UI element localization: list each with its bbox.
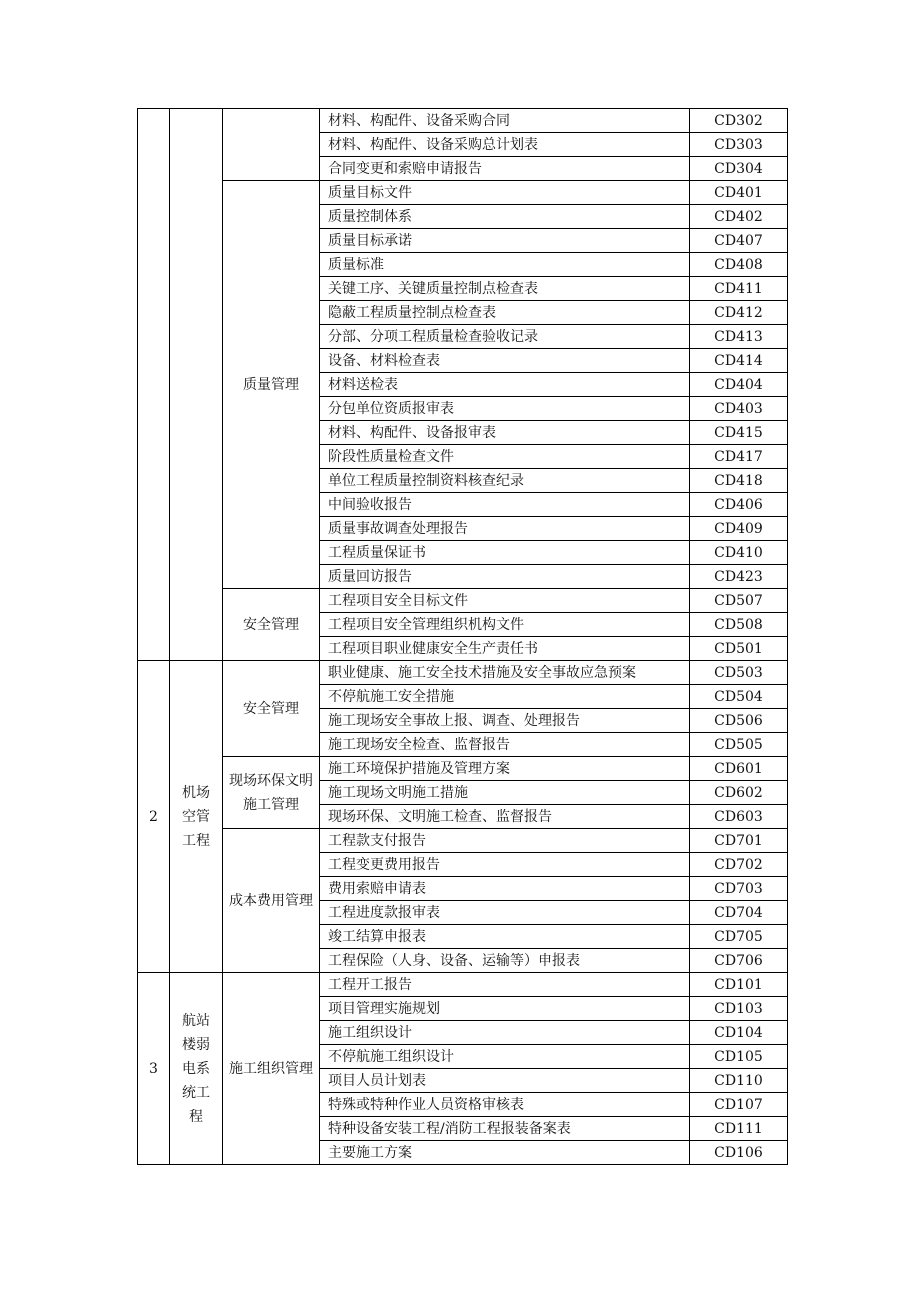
document-name: 分部、分项工程质量检查验收记录 [320,325,690,349]
document-name: 质量回访报告 [320,565,690,589]
document-code: CD602 [690,781,788,805]
document-name: 主要施工方案 [320,1141,690,1165]
document-name: 工程项目安全管理组织机构文件 [320,613,690,637]
document-code: CD412 [690,301,788,325]
table-row [138,661,788,685]
group-number-3: 3 [138,973,170,1165]
document-code: CD103 [690,997,788,1021]
document-name: 工程进度款报审表 [320,901,690,925]
document-name: 分包单位资质报审表 [320,397,690,421]
document-name: 工程项目安全目标文件 [320,589,690,613]
document-name: 施工现场文明施工措施 [320,781,690,805]
document-code: CD413 [690,325,788,349]
document-code: CD106 [690,1141,788,1165]
document-name: 单位工程质量控制资料核查纪录 [320,469,690,493]
document-code: CD401 [690,181,788,205]
document-name: 施工现场安全事故上报、调查、处理报告 [320,709,690,733]
document-name: 职业健康、施工安全技术措施及安全事故应急预案 [320,661,690,685]
document-name: 施工组织设计 [320,1021,690,1045]
document-code: CD406 [690,493,788,517]
document-name: 工程质量保证书 [320,541,690,565]
document-name: 不停航施工组织设计 [320,1045,690,1069]
document-code: CD702 [690,853,788,877]
document-code: CD415 [690,421,788,445]
document-code: CD501 [690,637,788,661]
document-code: CD417 [690,445,788,469]
category-construction-org: 施工组织管理 [223,973,320,1165]
document-name: 材料、构配件、设备报审表 [320,421,690,445]
document-code: CD111 [690,1117,788,1141]
document-name: 材料、构配件、设备采购总计划表 [320,133,690,157]
document-code: CD411 [690,277,788,301]
document-code: CD703 [690,877,788,901]
document-code: CD705 [690,925,788,949]
document-name: 工程开工报告 [320,973,690,997]
document-code: CD505 [690,733,788,757]
document-name: 项目管理实施规划 [320,997,690,1021]
document-code: CD503 [690,661,788,685]
document-name: 质量目标文件 [320,181,690,205]
document-name: 质量事故调查处理报告 [320,517,690,541]
document-name: 特殊或特种作业人员资格审核表 [320,1093,690,1117]
table-row [138,757,788,781]
document-code: CD706 [690,949,788,973]
document-code: CD410 [690,541,788,565]
document-code: CD508 [690,613,788,637]
document-code: CD302 [690,109,788,133]
document-name: 设备、材料检查表 [320,349,690,373]
category-cost: 成本费用管理 [223,829,320,973]
document-name: 质量控制体系 [320,205,690,229]
document-code: CD418 [690,469,788,493]
document-name: 项目人员计划表 [320,1069,690,1093]
document-name: 费用索赔申请表 [320,877,690,901]
document-name: 材料送检表 [320,373,690,397]
document-code: CD407 [690,229,788,253]
document-name: 特种设备安装工程/消防工程报装备案表 [320,1117,690,1141]
table-row [138,973,788,997]
document-code: CD110 [690,1069,788,1093]
document-code: CD704 [690,901,788,925]
category-safety: 安全管理 [223,589,320,661]
document-code: CD414 [690,349,788,373]
category-quality: 质量管理 [223,181,320,589]
document-code: CD701 [690,829,788,853]
table-row [138,589,788,613]
document-name: 隐蔽工程质量控制点检查表 [320,301,690,325]
document-code: CD507 [690,589,788,613]
document-code: CD104 [690,1021,788,1045]
document-name: 工程变更费用报告 [320,853,690,877]
document-code: CD402 [690,205,788,229]
group-number-2: 2 [138,661,170,973]
document-index-table [137,108,788,1165]
table-row [138,109,788,133]
document-name: 中间验收报告 [320,493,690,517]
document-name: 竣工结算申报表 [320,925,690,949]
document-code: CD603 [690,805,788,829]
document-name: 工程款支付报告 [320,829,690,853]
document-name: 关键工序、关键质量控制点检查表 [320,277,690,301]
project-name-airport-atc: 机场空管工程 [170,661,223,973]
document-name: 不停航施工安全措施 [320,685,690,709]
document-name: 阶段性质量检查文件 [320,445,690,469]
category-cell [223,109,320,181]
table-row [138,181,788,205]
document-code: CD601 [690,757,788,781]
document-name: 质量标准 [320,253,690,277]
document-name: 施工环境保护措施及管理方案 [320,757,690,781]
document-code: CD403 [690,397,788,421]
document-code: CD107 [690,1093,788,1117]
document-code: CD404 [690,373,788,397]
document-name: 工程项目职业健康安全生产责任书 [320,637,690,661]
document-code: CD408 [690,253,788,277]
document-name: 合同变更和索赔申请报告 [320,157,690,181]
document-code: CD304 [690,157,788,181]
project-name-cell [170,109,223,661]
document-code: CD101 [690,973,788,997]
document-code: CD506 [690,709,788,733]
document-code: CD105 [690,1045,788,1069]
document-name: 现场环保、文明施工检查、监督报告 [320,805,690,829]
group-number-cell [138,109,170,661]
document-name: 质量目标承诺 [320,229,690,253]
document-name: 材料、构配件、设备采购合同 [320,109,690,133]
category-environment: 现场环保文明施工管理 [223,757,320,829]
document-name: 施工现场安全检查、监督报告 [320,733,690,757]
document-code: CD409 [690,517,788,541]
document-name: 工程保险（人身、设备、运输等）申报表 [320,949,690,973]
document-code: CD303 [690,133,788,157]
document-code: CD504 [690,685,788,709]
table-row [138,829,788,853]
project-name-terminal-weak-current: 航站楼弱电系统工程 [170,973,223,1165]
document-code: CD423 [690,565,788,589]
category-safety: 安全管理 [223,661,320,757]
